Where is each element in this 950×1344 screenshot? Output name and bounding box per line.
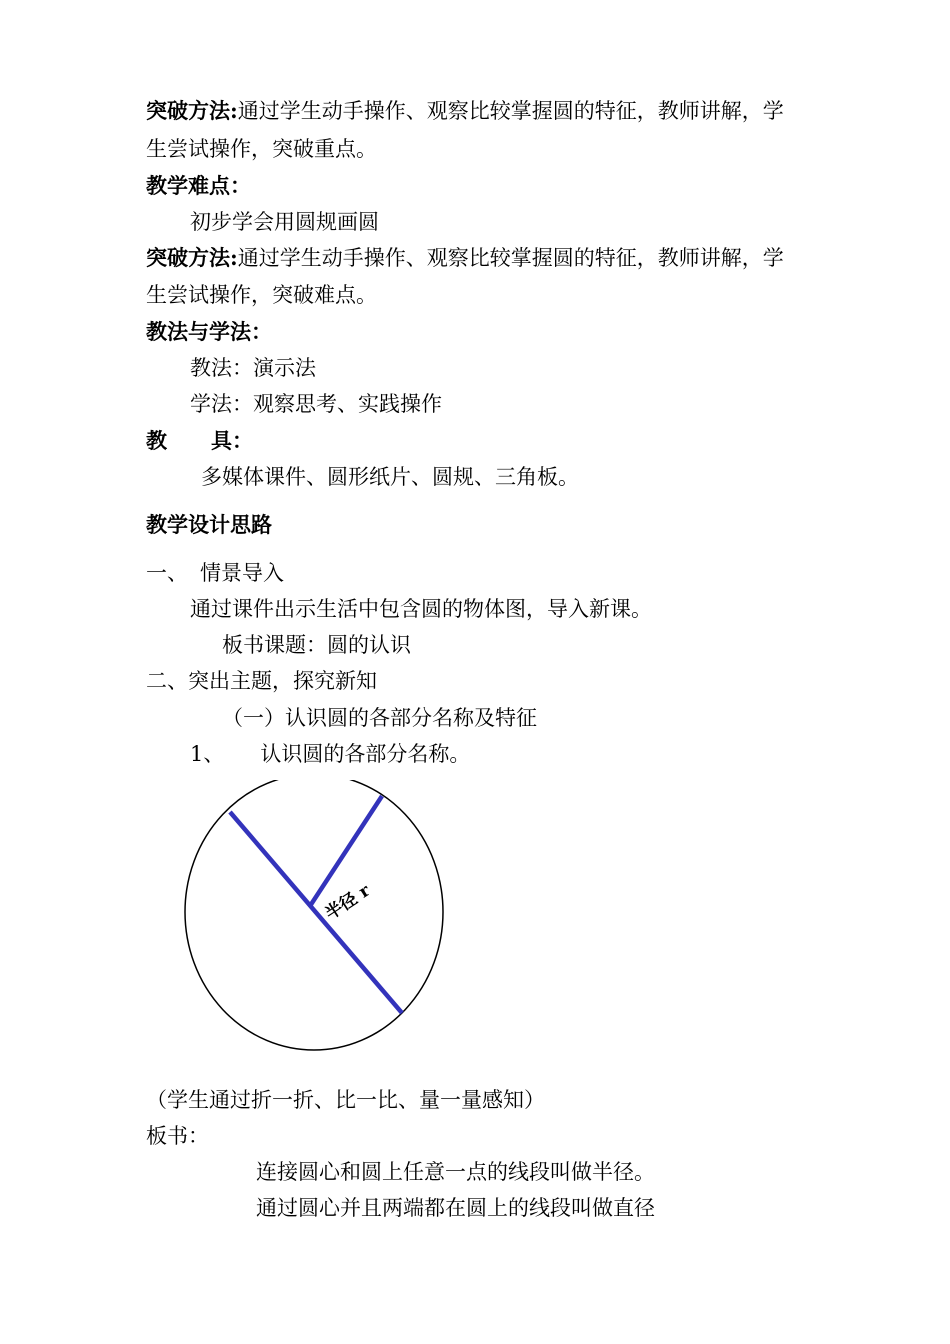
tools-content: 多媒体课件、圆形纸片、圆规、三角板。	[201, 465, 579, 489]
student-activity-note: （学生通过折一折、比一比、量一量感知）	[146, 1088, 545, 1112]
difficulty-content: 初步学会用圆规画圆	[190, 210, 379, 234]
section1-line2: 板书课题：圆的认识	[222, 633, 411, 657]
breakthrough-paragraph-1-cont: 生尝试操作，突破重点。	[146, 137, 377, 161]
section2-heading: 二、突出主题，探究新知	[146, 669, 377, 693]
radius-line	[310, 796, 382, 906]
section2-item1	[190, 740, 470, 768]
teaching-method: 教法：演示法	[190, 356, 316, 380]
section1-title: 情景导入	[200, 561, 284, 585]
diameter-line	[230, 812, 402, 1013]
breakthrough-label: 突破方法:	[146, 98, 238, 123]
difficulty-heading: 教学难点：	[146, 173, 251, 198]
section1-line1: 通过课件出示生活中包含圆的物体图，导入新课。	[190, 597, 652, 621]
item-text: 认识圆的各部分名称。	[260, 742, 471, 766]
breakthrough-text: 通过学生动手操作、观察比较掌握圆的特征，教师讲解，学	[237, 99, 784, 123]
tools-heading	[146, 427, 253, 455]
radius-label: 半径 r	[321, 880, 374, 925]
methods-heading: 教法与学法：	[146, 319, 272, 344]
breakthrough-label: 突破方法:	[146, 245, 238, 270]
breakthrough-text: 通过学生动手操作、观察比较掌握圆的特征，教师讲解，学	[237, 246, 784, 270]
section1-number: 一、	[146, 561, 188, 585]
board-line1: 连接圆心和圆上任意一点的线段叫做半径。	[256, 1160, 655, 1184]
circle-outline	[185, 780, 443, 1050]
section1-heading	[146, 559, 284, 587]
breakthrough-paragraph-1	[146, 97, 784, 125]
learning-method: 学法：观察思考、实践操作	[190, 392, 442, 416]
board-label: 板书：	[146, 1124, 209, 1148]
item-number: 1、	[190, 742, 225, 766]
board-line2: 通过圆心并且两端都在圆上的线段叫做直径	[256, 1196, 655, 1220]
design-heading: 教学设计思路	[146, 512, 272, 537]
circle-diagram	[180, 780, 460, 1060]
breakthrough-paragraph-2	[146, 244, 784, 272]
breakthrough-paragraph-2-cont: 生尝试操作，突破难点。	[146, 283, 377, 307]
tools-heading-char1: 教	[146, 428, 167, 453]
section2-sub1: （一）认识圆的各部分名称及特征	[222, 706, 537, 730]
tools-heading-char2: 具：	[211, 428, 253, 453]
